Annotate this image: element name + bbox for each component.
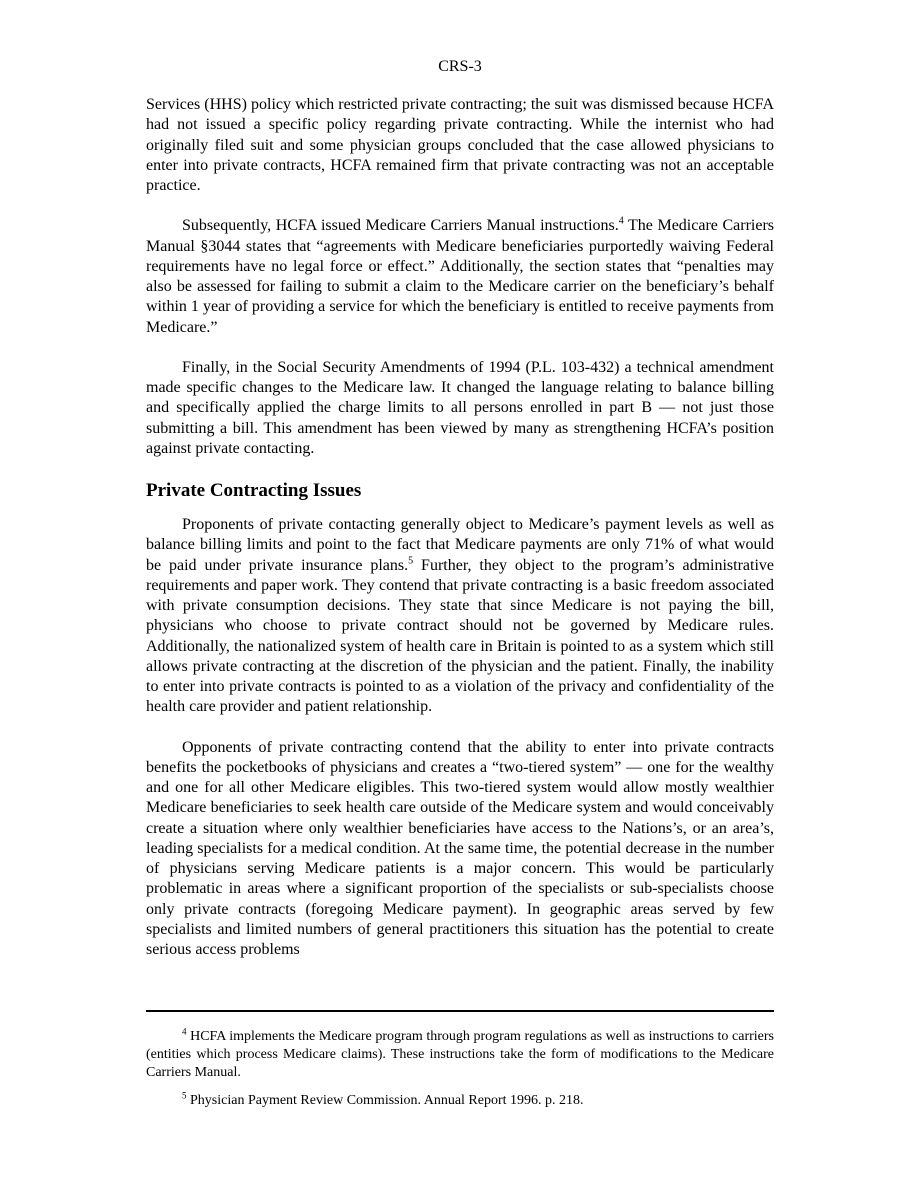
- paragraph-proponents-text-b: Further, they object to the program’s administrative requirements and paper work. They contend that private contracting is a basic freedom associated with private consumption decisions. They state that since Medicare is not paying the bill, physicians who choose to private contract should not be governed by Medicare rules. Additionally, the nationalized system of health care in Britain is pointed to as a system which still allows private contracting at the discretion of the physician and the patient. Finally, the inability to enter into private contracts is pointed to as a violation of the privacy and confidentiality of the health care provider and patient relationship.: [146, 556, 775, 716]
- paragraph-opponents: Opponents of private contracting contend that the ability to enter into private contracts benefits the pocketbooks of physicians and creates a “two-tiered system” — one for the wealthy and one for all other Medicare eligibles. This two-tiered system would allow mostly wealthier Medicare beneficiaries to seek health care outside of the Medicare system and would conceivably create a situation where only wealthier beneficiaries have access to the Nations’s, or an area’s, leading specialists for a medical condition. At the same time, the potential decrease in the number of physicians serving Medicare patients is a major concern. This would be particularly problematic in areas where a significant proportion of the specialists or sub-specialists choose only private contracts (foregoing Medicare payment). In geographic areas served by few specialists and limited numbers of general practitioners this situation has the potential to create serious access problems: [146, 738, 774, 958]
- paragraph-proponents-text-a: Proponents of private contacting generally object to Medicare’s payment levels as well as balance billing limits and point to the fact that Medicare payments are only 71% of what would be paid under private insurance plans.: [146, 516, 774, 574]
- page-number: CRS-3: [438, 58, 482, 75]
- body-text: [146, 95, 774, 980]
- footnote-5-text: Physician Payment Review Commission. Annual Report 1996. p. 218.: [186, 1093, 584, 1108]
- paragraph-carriers-manual: [146, 216, 774, 338]
- footnotes: [146, 1028, 774, 1120]
- footnote-4-number: 4: [182, 1026, 187, 1037]
- footnote-5-number: 5: [182, 1090, 187, 1101]
- footnote-5: [146, 1092, 774, 1110]
- paragraph-carriers-manual-text-b: The Medicare Carriers Manual §3044 states that “agreements with Medicare beneficiaries purportedly waiving Federal requirements have no legal force or effect.” Additionally, the section states that “penalties may also be assessed for failing to submit a claim to the Medicare carrier on the beneficiary’s behalf within 1 year of providing a service for which the beneficiary is entitled to receive payments from Medicare.”: [146, 217, 774, 336]
- paragraph-proponents: [146, 515, 774, 718]
- paragraph-carriers-manual-text-a: Subsequently, HCFA issued Medicare Carriers Manual instructions.: [182, 217, 619, 235]
- footnote-ref-4[interactable]: 4: [618, 215, 624, 227]
- paragraph-ssa-1994: Finally, in the Social Security Amendments of 1994 (P.L. 103-432) a technical amendment made specific changes to the Medicare law. It changed the language relating to balance billing and specifically applied the charge limits to all persons enrolled in part B — not just those submitting a bill. This amendment has been viewed by many as strengthening HCFA’s position against private contacting.: [146, 358, 774, 457]
- footnote-ref-5[interactable]: 5: [408, 555, 414, 567]
- footnote-4-text: HCFA implements the Medicare program through program regulations as well as instructions to carriers (entities which process Medicare claims). These instructions take the form of modifications to the Medicare Carriers Manual.: [146, 1029, 774, 1080]
- section-heading: Private Contracting Issues: [146, 480, 362, 501]
- footnote-4: [146, 1028, 774, 1082]
- footnote-divider: [146, 1010, 774, 1012]
- paragraph-hhs-policy: Services (HHS) policy which restricted private contracting; the suit was dismissed because HCFA had not issued a specific policy regarding private contracting. While the internist who had originally filed suit and some physician groups concluded that the case allowed physicians to enter into private contracts, HCFA remained firm that private contracting was not an acceptable practice.: [146, 96, 774, 194]
